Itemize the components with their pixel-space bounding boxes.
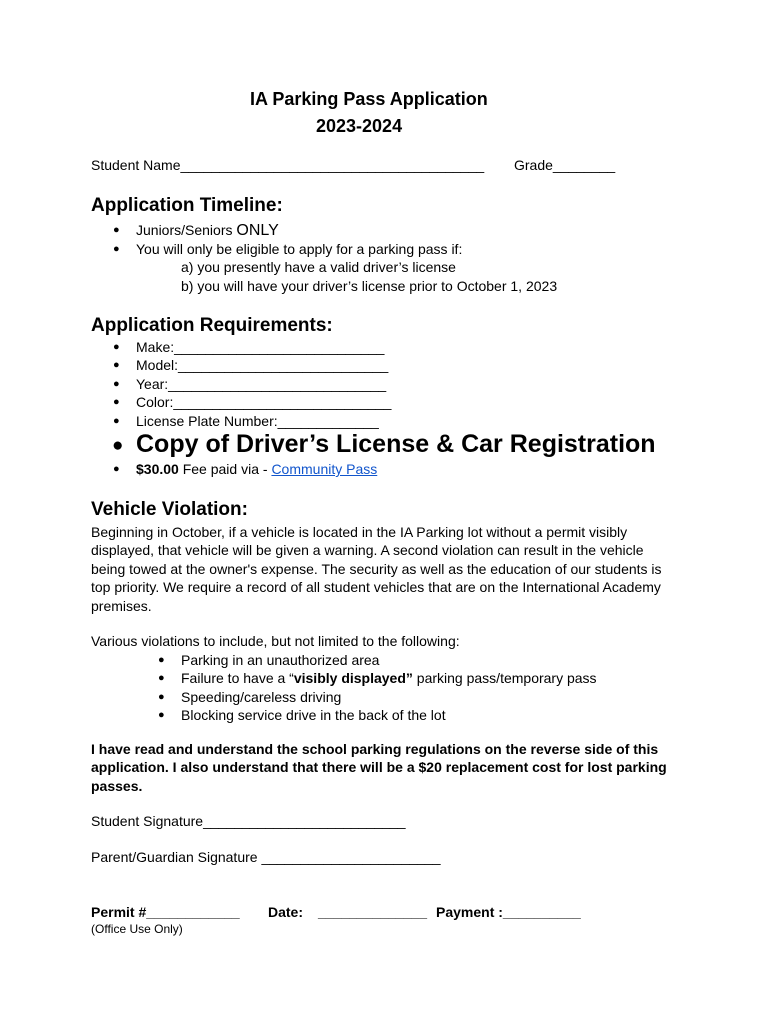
date-label: Date: bbox=[268, 904, 304, 920]
acknowledgement-text: I have read and understand the school parking regulations on the reverse side of this application. I also understand that there will be a $20 replacement cost for lost parking passes. bbox=[91, 741, 667, 794]
violation-paragraph: Beginning in October, if a vehicle is located in the IA Parking lot without a permit visibly displayed, that vehicle will be given a warning. A second violation can result in the vehicle being towed at the owner's expense. The security as well as the education of our students is top priority. We require a record of all student vehicles that are on the International Academy premises. bbox=[91, 524, 662, 614]
violations-intro: Various violations to include, but not limited to the following: bbox=[91, 633, 460, 649]
timeline-item-only: ONLY bbox=[236, 222, 279, 239]
violation-item-speeding: ● Speeding/careless driving bbox=[181, 689, 341, 705]
permit-number-field[interactable]: Permit #____________ bbox=[91, 904, 240, 920]
violation-item-visibly-displayed bbox=[181, 670, 597, 686]
student-name-field[interactable]: Student Name_______________________________________ bbox=[91, 157, 485, 173]
timeline-item-text: Juniors/Seniors bbox=[136, 222, 237, 238]
violation-item-unauthorized: ● Parking in an unauthorized area bbox=[181, 652, 379, 668]
color-field[interactable]: ● Color:____________________________ bbox=[136, 394, 391, 410]
timeline-item-juniors-seniors bbox=[136, 222, 279, 240]
fee-amount: $30.00 bbox=[136, 461, 179, 477]
make-field[interactable]: ● Make:___________________________ bbox=[136, 339, 384, 355]
violation-heading: Vehicle Violation: bbox=[91, 499, 248, 520]
student-signature-field[interactable]: Student Signature__________________________ bbox=[91, 813, 406, 829]
fee-text: Fee paid via - bbox=[178, 461, 272, 477]
violation-text-pre: Failure to have a “ bbox=[181, 670, 294, 686]
requirements-heading: Application Requirements: bbox=[91, 315, 333, 336]
violation-item-blocking: ● Blocking service drive in the back of the lot bbox=[181, 707, 446, 723]
license-registration-item: ● Copy of Driver’s License & Car Registration bbox=[136, 430, 656, 459]
fee-item bbox=[136, 461, 377, 477]
date-field[interactable]: ______________ bbox=[318, 904, 428, 920]
parent-signature-field[interactable]: Parent/Guardian Signature _______________________ bbox=[91, 849, 441, 865]
model-field[interactable]: ● Model:___________________________ bbox=[136, 357, 388, 373]
community-pass-link[interactable]: Community Pass bbox=[271, 461, 378, 477]
timeline-subitem-a: a) you presently have a valid driver’s license bbox=[181, 259, 456, 275]
violation-text-post: parking pass/temporary pass bbox=[412, 670, 597, 686]
school-year: 2023-2024 bbox=[316, 116, 403, 136]
license-plate-field[interactable]: ● License Plate Number:_____________ bbox=[136, 413, 379, 429]
timeline-item-eligibility: ● You will only be eligible to apply for a parking pass if: bbox=[136, 241, 462, 257]
timeline-subitem-b: b) you will have your driver’s license prior to October 1, 2023 bbox=[181, 278, 558, 294]
violation-text-bold: visibly displayed” bbox=[293, 670, 413, 686]
office-use-note: (Office Use Only) bbox=[91, 922, 183, 936]
page-title: IA Parking Pass Application bbox=[250, 89, 488, 109]
year-field[interactable]: ● Year:____________________________ bbox=[136, 376, 386, 392]
timeline-heading: Application Timeline: bbox=[91, 195, 283, 216]
grade-field[interactable]: Grade________ bbox=[514, 157, 616, 173]
payment-field[interactable]: Payment :__________ bbox=[436, 904, 581, 920]
